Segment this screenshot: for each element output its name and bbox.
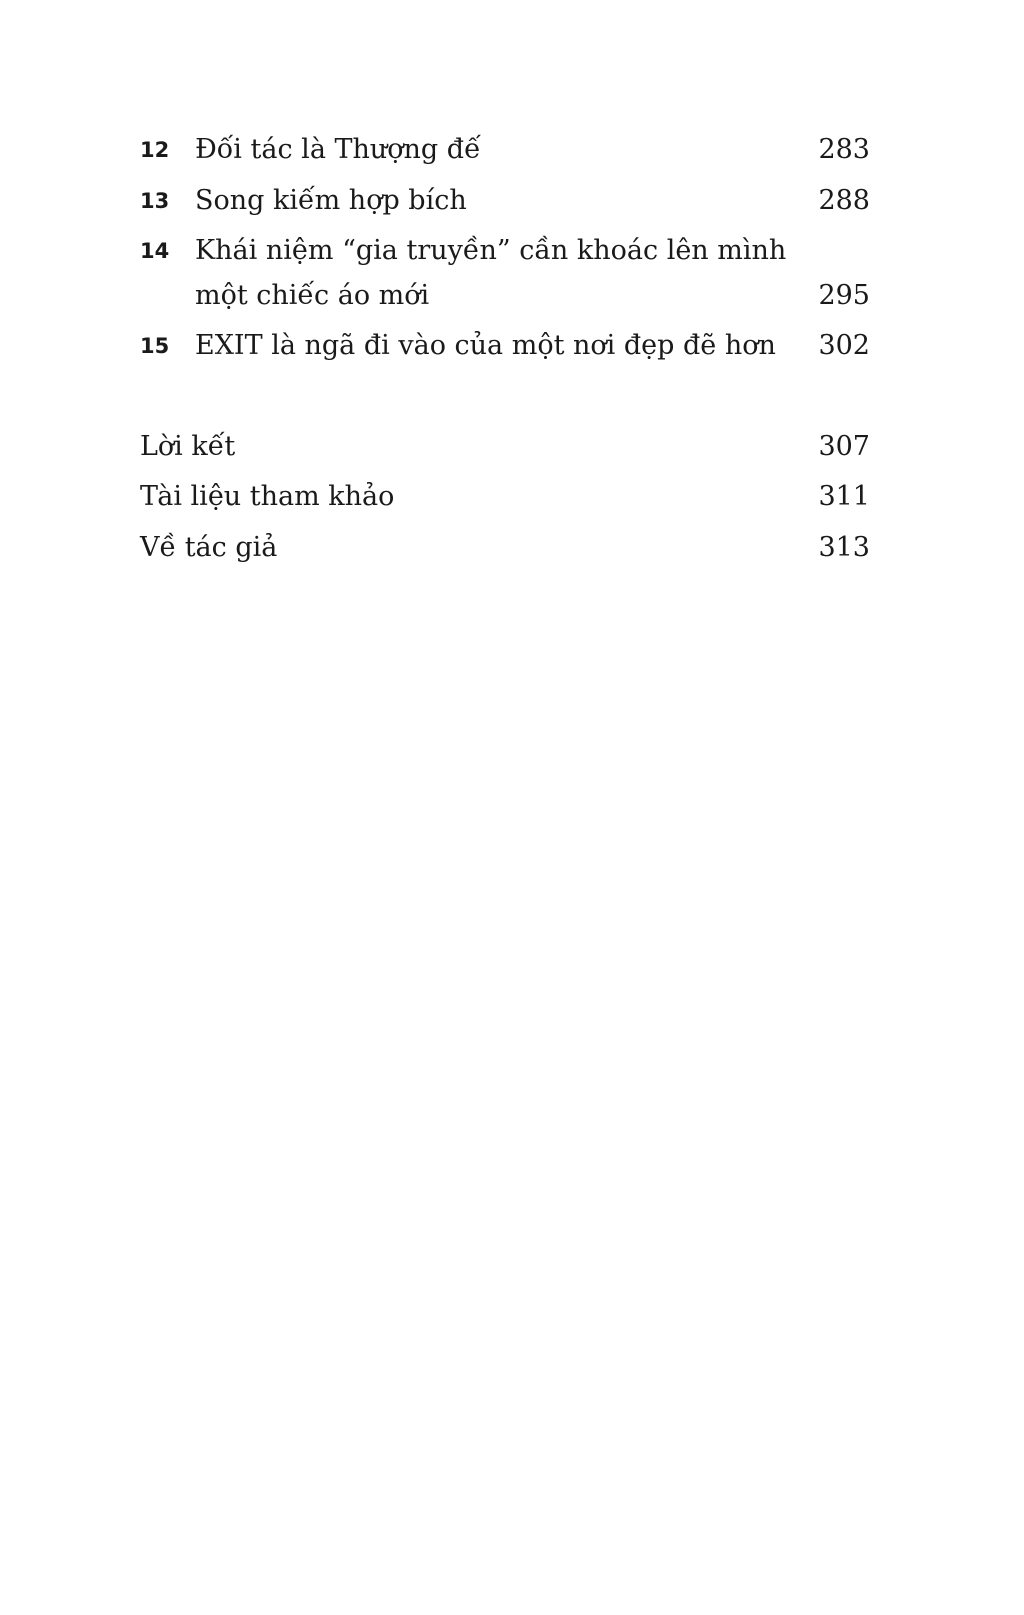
toc-entry-chapter-14[interactable] <box>140 226 870 276</box>
toc-entry-chapter-14-continued[interactable] <box>140 271 870 321</box>
section-title: Về tác giả <box>140 532 278 563</box>
chapter-number: 14 <box>140 239 170 263</box>
chapter-number: 15 <box>140 334 170 358</box>
page-number: 283 <box>818 134 870 165</box>
toc-entry-references[interactable] <box>140 472 870 522</box>
page-number: 295 <box>818 280 870 311</box>
page-number: 313 <box>818 532 870 563</box>
chapter-number: 12 <box>140 138 170 162</box>
chapter-title-line-1: Khái niệm “gia truyền” cần khoác lên mình <box>195 235 787 266</box>
chapter-title: Song kiếm hợp bích <box>195 185 467 216</box>
page-number: 307 <box>818 431 870 462</box>
page-number: 311 <box>818 481 870 512</box>
toc-entry-chapter-12[interactable] <box>140 125 870 175</box>
section-title: Lời kết <box>140 431 236 462</box>
chapter-title: Đối tác là Thượng đế <box>195 134 481 165</box>
chapter-title: EXIT là ngã đi vào của một nơi đẹp đẽ hơn <box>195 330 776 361</box>
toc-entry-chapter-13[interactable] <box>140 176 870 226</box>
chapter-number: 13 <box>140 189 170 213</box>
toc-entry-about-author[interactable] <box>140 523 870 573</box>
toc-entry-chapter-15[interactable] <box>140 321 870 371</box>
section-title: Tài liệu tham khảo <box>140 481 395 512</box>
page-number: 302 <box>818 330 870 361</box>
toc-entry-afterword[interactable] <box>140 422 870 472</box>
page-number: 288 <box>818 185 870 216</box>
chapter-title-line-2: một chiếc áo mới <box>195 280 430 311</box>
